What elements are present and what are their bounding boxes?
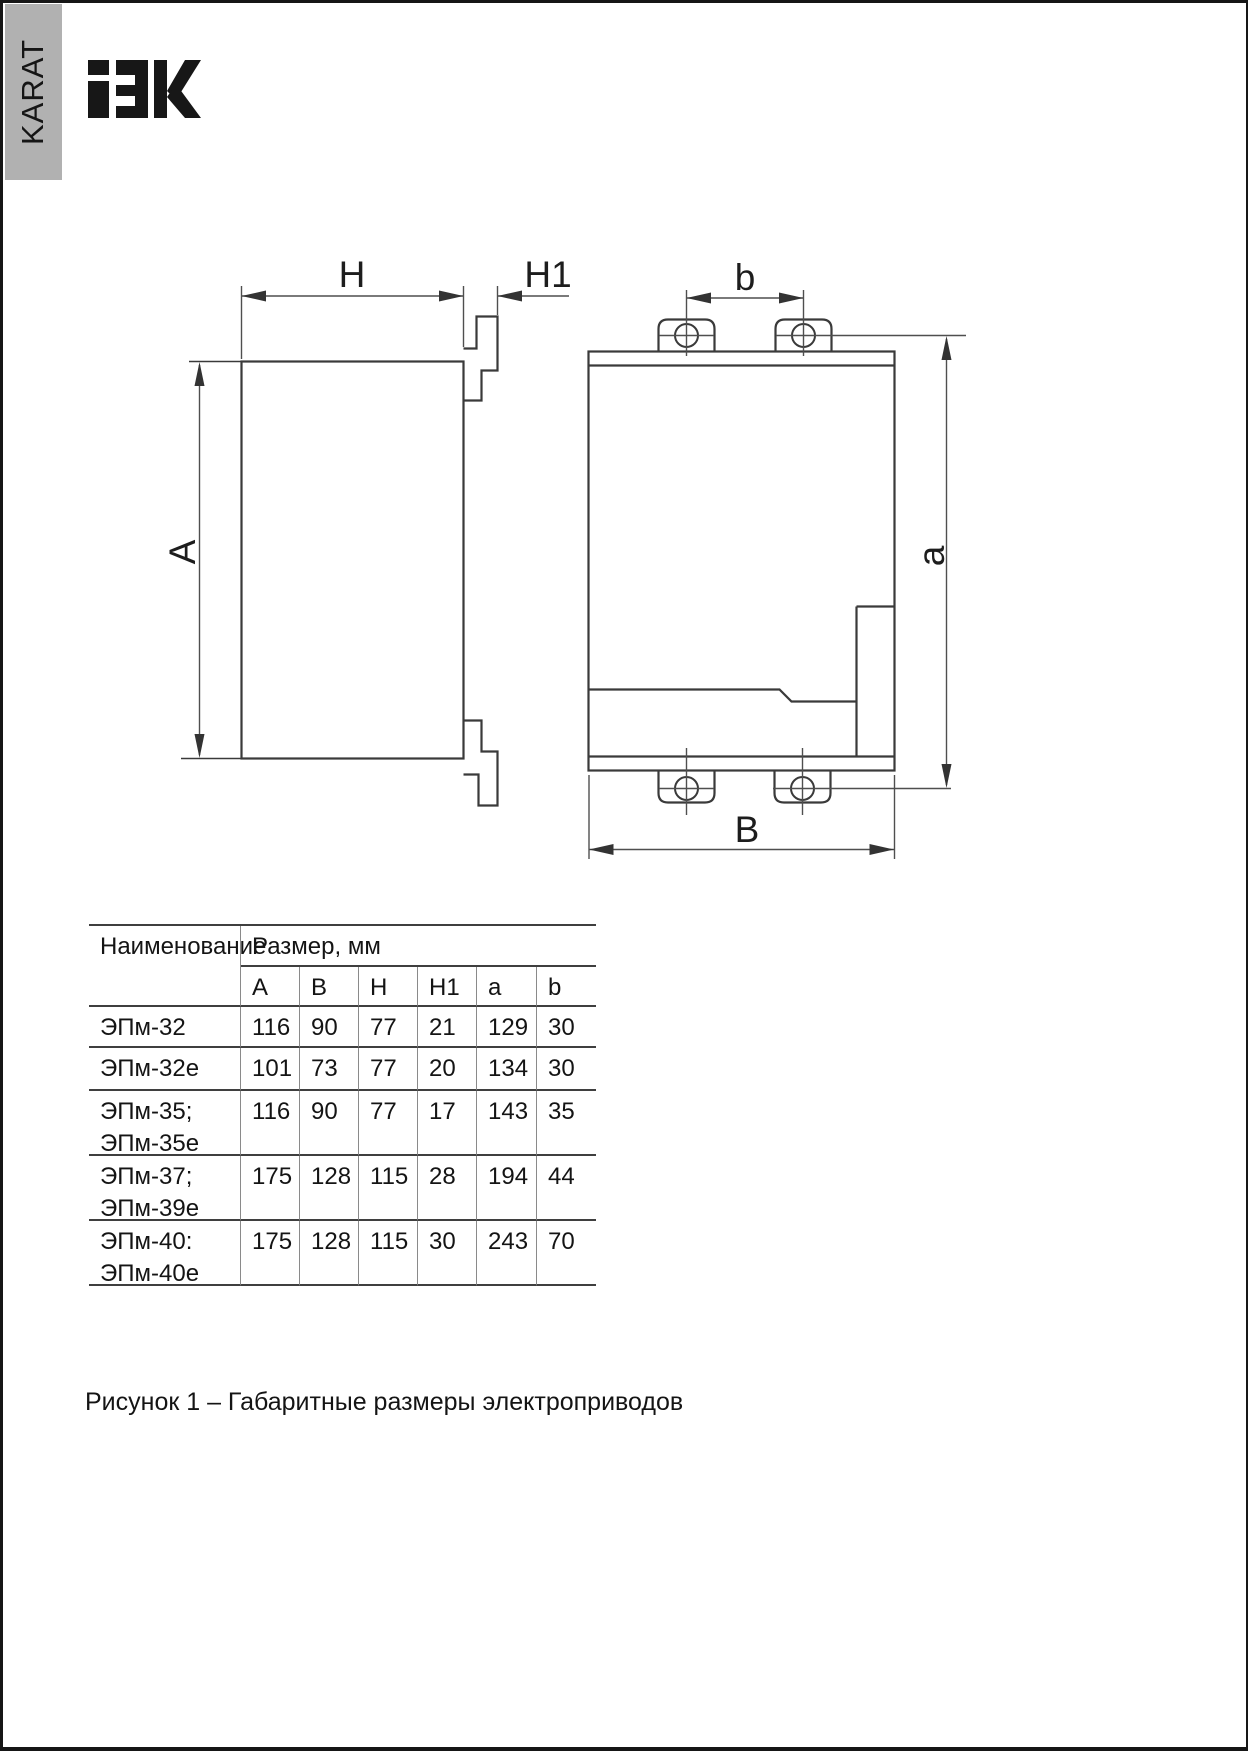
row-value: 35 [537, 1091, 596, 1156]
table-header-name: Наименование [89, 926, 241, 1007]
row-value: 134 [477, 1048, 537, 1091]
row-name: ЭПм-32е [89, 1048, 241, 1091]
dim-label-H1: H1 [524, 254, 572, 295]
table-col-B: B [300, 967, 359, 1007]
row-value: 30 [418, 1221, 477, 1286]
side-view-dimensions [195, 286, 570, 758]
row-name: ЭПм-32 [89, 1007, 241, 1048]
row-name: ЭПм-35; ЭПм-35е [89, 1091, 241, 1156]
row-value: 175 [241, 1221, 300, 1286]
row-value: 143 [477, 1091, 537, 1156]
row-value: 115 [359, 1156, 418, 1221]
figure-caption: Рисунок 1 – Габаритные размеры электроприводов [85, 1388, 684, 1416]
row-value: 77 [359, 1007, 418, 1048]
front-view [589, 320, 895, 803]
row-value: 243 [477, 1221, 537, 1286]
row-value: 128 [300, 1156, 359, 1221]
table-col-H1: H1 [418, 967, 477, 1007]
row-value: 90 [300, 1007, 359, 1048]
dim-label-H: H [338, 254, 366, 295]
row-value: 101 [241, 1048, 300, 1091]
row-value: 30 [537, 1048, 596, 1091]
row-value: 116 [241, 1091, 300, 1156]
row-value: 115 [359, 1221, 418, 1286]
row-value: 129 [477, 1007, 537, 1048]
row-value: 30 [537, 1007, 596, 1048]
row-value: 21 [418, 1007, 477, 1048]
row-value: 116 [241, 1007, 300, 1048]
dim-label-A: A [162, 539, 203, 565]
row-value: 70 [537, 1221, 596, 1286]
dim-label-B: B [734, 809, 760, 850]
row-value: 44 [537, 1156, 596, 1221]
dim-label-b: b [734, 257, 756, 298]
row-name: ЭПм-37; ЭПм-39е [89, 1156, 241, 1221]
table-col-a: a [477, 967, 537, 1007]
front-view-dimensions [589, 290, 966, 859]
series-label: KARAT [15, 38, 51, 146]
table-col-b: b [537, 967, 596, 1007]
row-value: 17 [418, 1091, 477, 1156]
table-col-A: A [241, 967, 300, 1007]
row-value: 20 [418, 1048, 477, 1091]
dimensions-table [89, 924, 596, 1286]
table-col-H: H [359, 967, 418, 1007]
side-view [181, 317, 498, 806]
row-value: 128 [300, 1221, 359, 1286]
row-value: 77 [359, 1091, 418, 1156]
row-value: 175 [241, 1156, 300, 1221]
row-value: 194 [477, 1156, 537, 1221]
row-value: 90 [300, 1091, 359, 1156]
row-value: 73 [300, 1048, 359, 1091]
dimension-drawing [3, 3, 1248, 903]
row-value: 77 [359, 1048, 418, 1091]
table-header-size: Размер, мм [241, 926, 596, 967]
row-value: 28 [418, 1156, 477, 1221]
dim-label-a: a [911, 545, 952, 567]
row-name: ЭПм-40: ЭПм-40е [89, 1221, 241, 1286]
